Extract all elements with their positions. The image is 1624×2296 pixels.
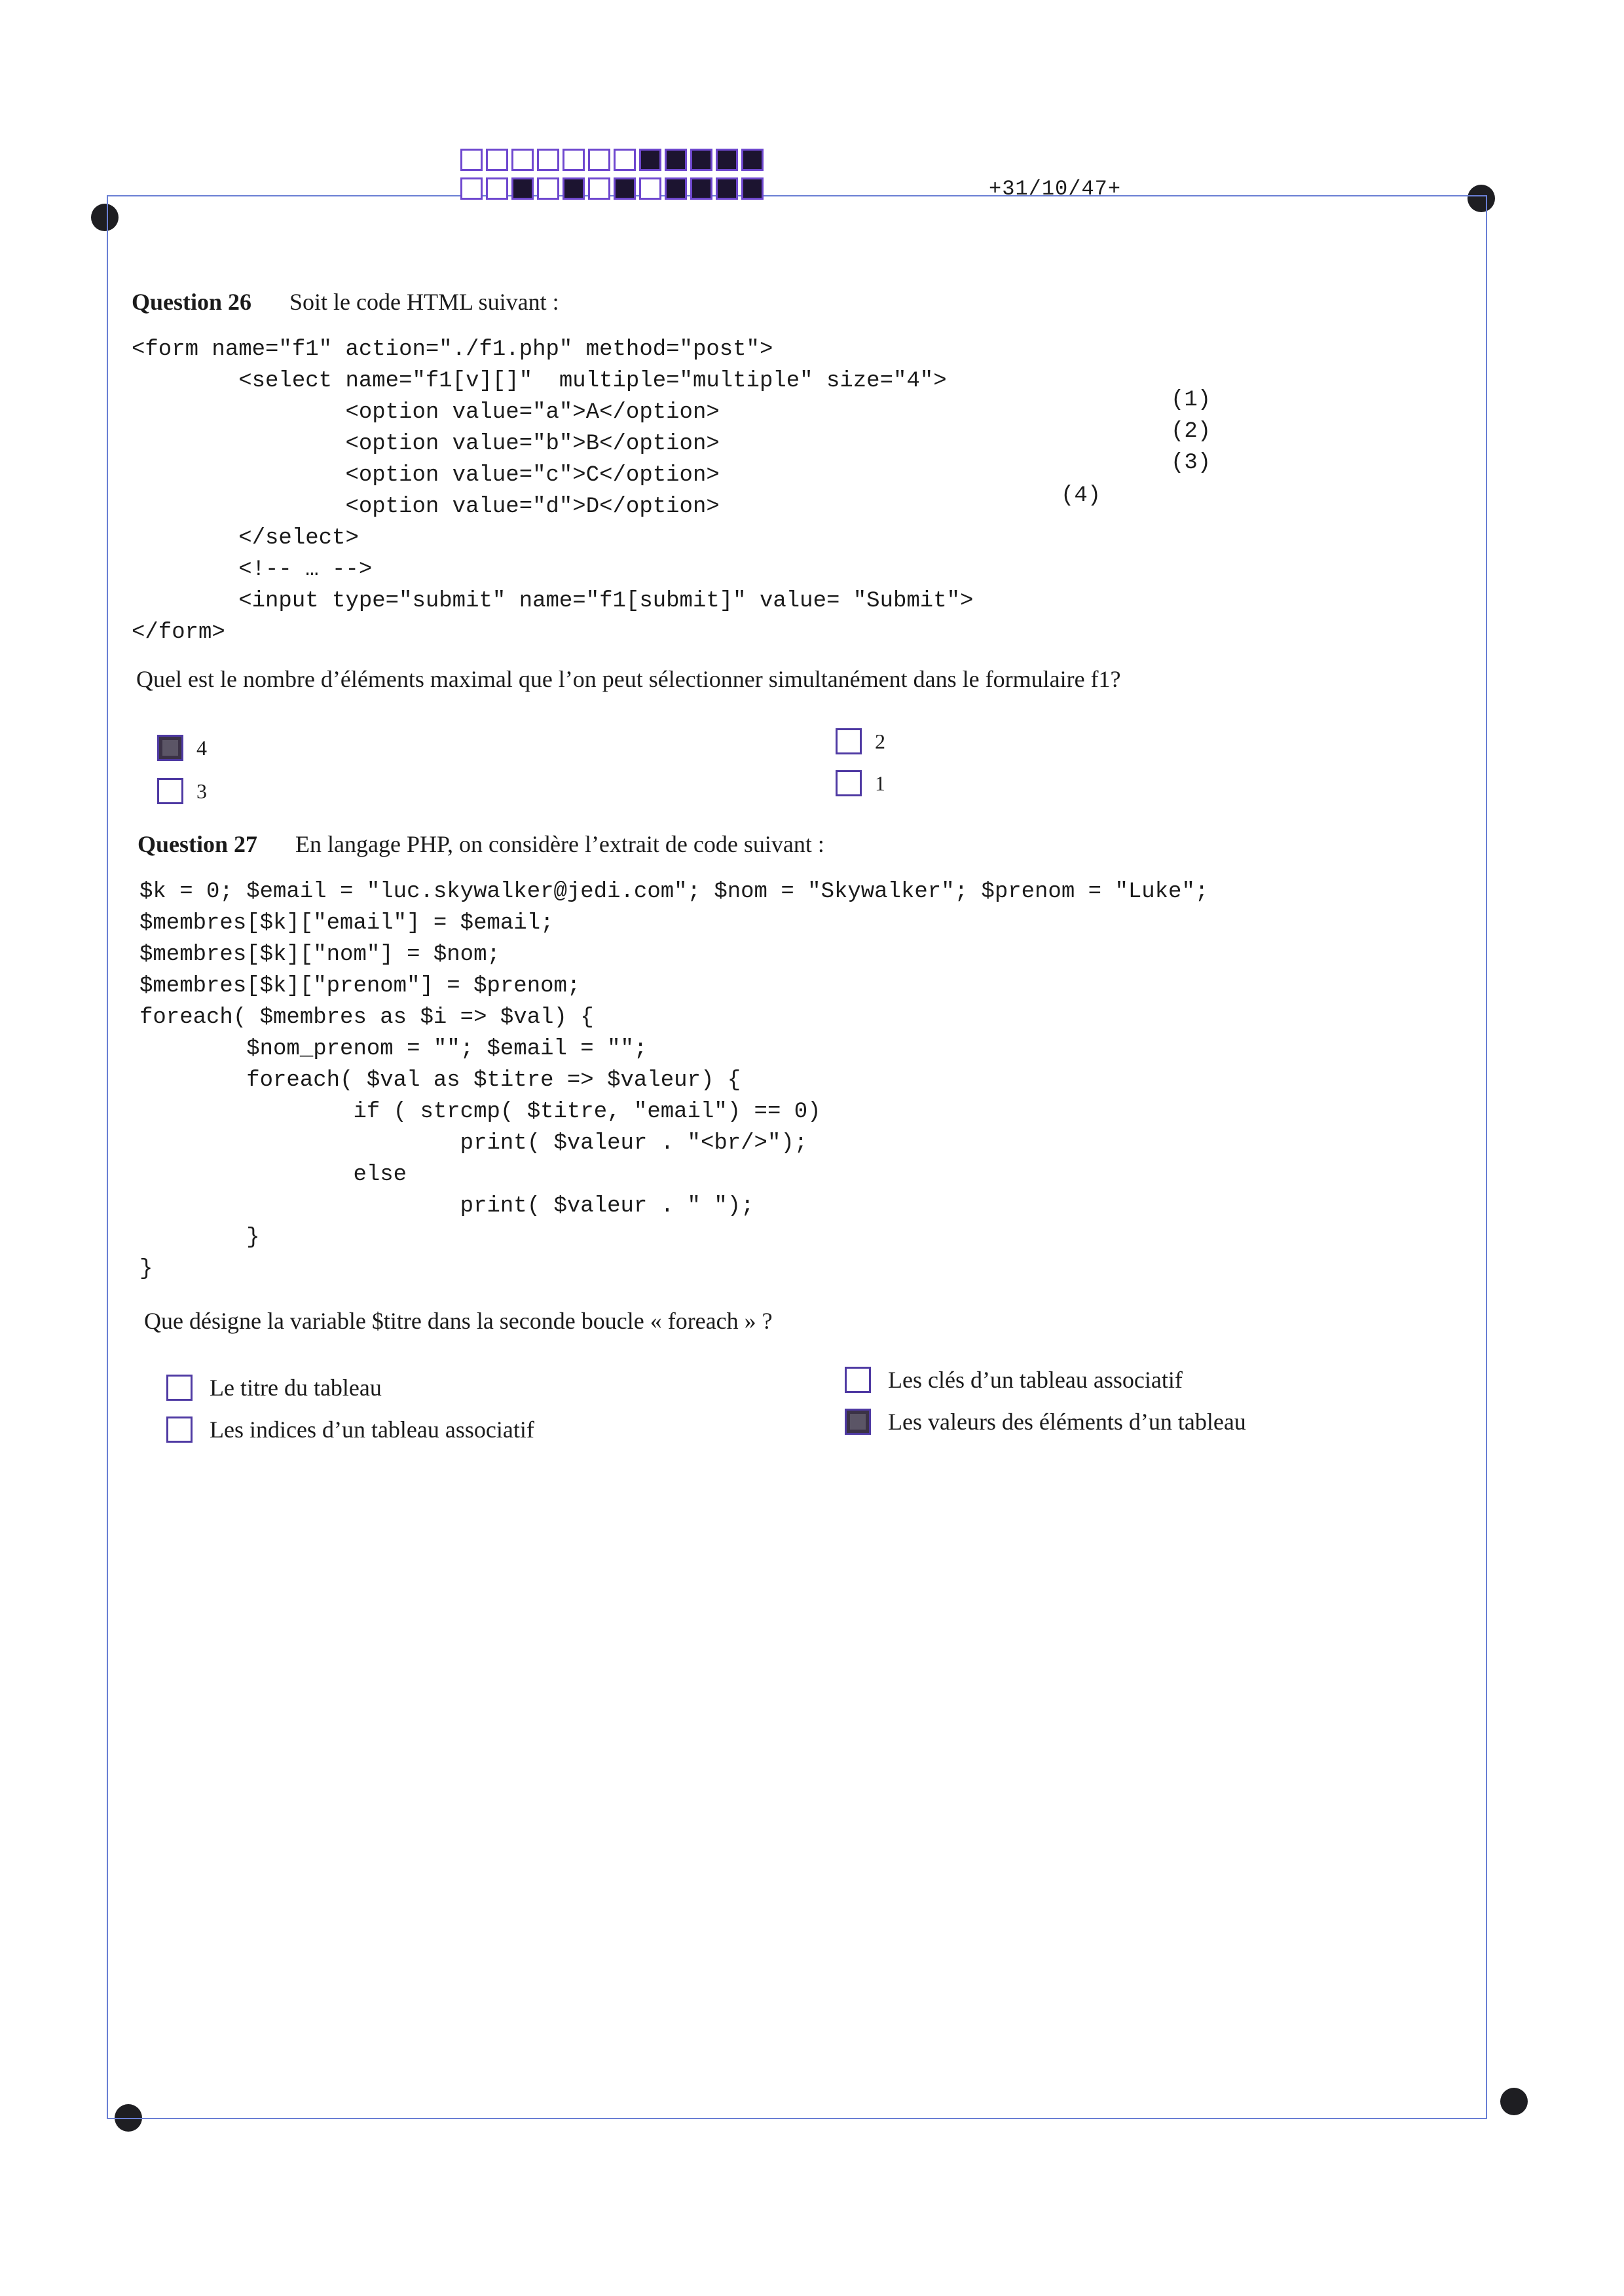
checkbox-checked[interactable] — [157, 735, 183, 761]
barcode-cell-empty — [563, 149, 585, 171]
checkbox[interactable] — [836, 728, 862, 754]
answer-label: 4 — [196, 735, 207, 760]
barcode-cell-empty — [639, 177, 661, 200]
question-26-text: Quel est le nombre d’éléments maximal que l’on peut sélectionner simultanément dans le formulaire f1? — [136, 666, 1121, 692]
barcode-cell-empty — [460, 149, 483, 171]
code-annotation-2: (2) — [1171, 419, 1211, 444]
code-annotation-4: (4) — [1061, 483, 1101, 508]
page-identifier: +31/10/47+ — [989, 177, 1122, 201]
q26-answer-1[interactable] — [836, 770, 885, 796]
q26-answer-4[interactable] — [157, 735, 207, 761]
question-27-code: $k = 0; $email = "luc.skywalker@jedi.com"; $nom = "Skywalker"; $prenom = "Luke"; $membres[$k]["email"] = $email; $membres[$k]["nom"] = $nom; $membres[$k]["prenom"] = $prenom; foreach( $membres as $i => $val) { $nom_prenom = ""; $email = ""; foreach( $val as $titre => $valeur) { if ( strcmp( $titre, "email") == 0) print( $valeur . "<br/>"); else print( $valeur . " "); } } — [139, 880, 1209, 1282]
question-27-number: Question 27 — [138, 831, 258, 857]
answer-label: 3 — [196, 779, 207, 803]
answer-label: Les valeurs des éléments d’un tableau — [888, 1409, 1246, 1435]
barcode-cell-filled — [741, 177, 764, 200]
question-27-text: Que désigne la variable $titre dans la seconde boucle « foreach » ? — [144, 1308, 773, 1334]
registration-mark-bottom-right — [1500, 2088, 1528, 2115]
checkbox[interactable] — [166, 1375, 193, 1401]
answer-label: 1 — [875, 771, 885, 795]
q26-answer-3[interactable] — [157, 778, 207, 804]
code-annotation-1: (1) — [1171, 388, 1211, 413]
barcode-cell-filled — [690, 177, 712, 200]
barcode-cell-empty — [588, 149, 610, 171]
barcode-cell-empty — [460, 177, 483, 200]
barcode-cell-filled — [639, 149, 661, 171]
question-26-intro: Soit le code HTML suivant : — [289, 289, 559, 315]
barcode-cell-empty — [614, 149, 636, 171]
answer-label: 2 — [875, 729, 885, 753]
barcode-cell-filled — [716, 177, 738, 200]
question-27-header — [138, 830, 824, 858]
q27-answer-titre[interactable] — [166, 1374, 382, 1401]
barcode-cell-filled — [665, 177, 687, 200]
barcode-cell-filled — [690, 149, 712, 171]
question-26-header — [132, 288, 559, 316]
barcode-cell-filled — [665, 149, 687, 171]
barcode-cell-empty — [537, 177, 559, 200]
answer-label: Les indices d’un tableau associatif — [210, 1416, 534, 1443]
question-26-code: <form name="f1" action="./f1.php" method="post"> <select name="f1[v][]" multiple="multiple" size="4"> <option value="a">A</option> <option value="b">B</option> <option value="c">C</option> <option value="d">D</option> </select> <!-- … --> <input type="submit" name="f1[submit]" value= "Submit"> </form> — [132, 337, 974, 645]
answer-label: Les clés d’un tableau associatif — [888, 1367, 1183, 1393]
checkbox-checked[interactable] — [845, 1409, 871, 1435]
barcode-cell-filled — [614, 177, 636, 200]
barcode-row-1 — [460, 149, 767, 171]
barcode-cell-empty — [511, 149, 534, 171]
question-26-number: Question 26 — [132, 289, 252, 315]
barcode-cell-filled — [716, 149, 738, 171]
barcode-cell-filled — [741, 149, 764, 171]
barcode-row-2 — [460, 177, 767, 200]
q26-answer-2[interactable] — [836, 728, 885, 754]
barcode-cell-filled — [563, 177, 585, 200]
question-27-intro: En langage PHP, on considère l’extrait de code suivant : — [295, 831, 824, 857]
checkbox[interactable] — [166, 1416, 193, 1443]
q27-answer-valeurs[interactable] — [845, 1408, 1246, 1435]
answer-label: Le titre du tableau — [210, 1375, 382, 1401]
barcode-cell-empty — [486, 149, 508, 171]
q27-answer-cles[interactable] — [845, 1366, 1183, 1394]
q27-answer-indices[interactable] — [166, 1416, 534, 1443]
barcode-cell-empty — [588, 177, 610, 200]
barcode-cell-empty — [486, 177, 508, 200]
barcode-cell-filled — [511, 177, 534, 200]
checkbox[interactable] — [845, 1367, 871, 1393]
checkbox[interactable] — [836, 770, 862, 796]
code-annotation-3: (3) — [1171, 451, 1211, 475]
checkbox[interactable] — [157, 778, 183, 804]
barcode-cell-empty — [537, 149, 559, 171]
